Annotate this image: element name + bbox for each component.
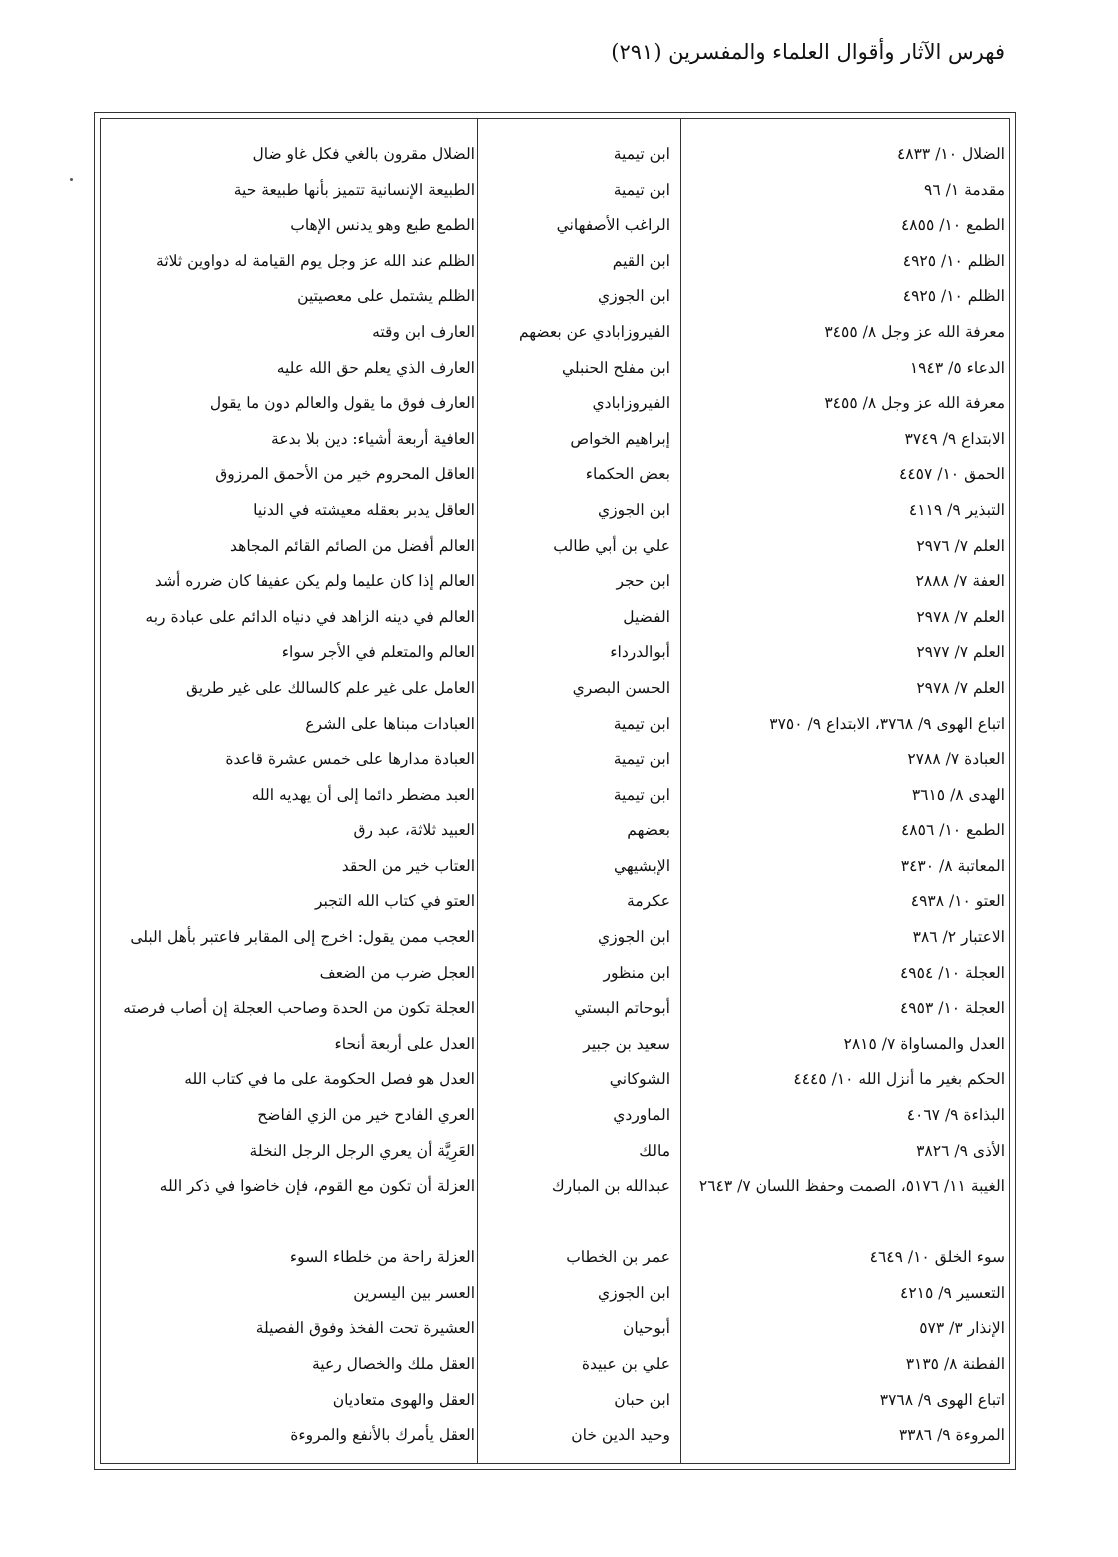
row-reference: التعسير ٩/ ٤٢١٥: [900, 1283, 1005, 1302]
row-text: العري الفادح خير من الزي الفاضح: [257, 1106, 475, 1125]
table-row: [95, 173, 1015, 209]
row-reference: الحمق ١٠/ ٤٤٥٧: [899, 465, 1005, 484]
table-row: [95, 1098, 1015, 1134]
row-reference: الظلم ١٠/ ٤٩٢٥: [902, 287, 1005, 306]
row-text: العافية أربعة أشياء: دين بلا بدعة: [271, 429, 475, 448]
table-row: [95, 422, 1015, 458]
row-author: الحسن البصري: [572, 678, 670, 697]
row-reference: الحكم بغير ما أنزل الله ١٠/ ٤٤٤٥: [793, 1070, 1005, 1089]
table-row: [95, 1240, 1015, 1276]
table-row: [95, 244, 1015, 280]
row-author: ابن القيم: [612, 251, 670, 270]
table-rows: [95, 137, 1015, 1454]
row-reference: العلم ٧/ ٢٩٧٧: [916, 643, 1005, 662]
row-text: العشيرة تحت الفخذ وفوق الفصيلة: [255, 1319, 475, 1338]
row-text: العامل على غير علم كالسالك على غير طريق: [185, 678, 475, 697]
row-author: الشوكاني: [609, 1070, 670, 1089]
table-row: [95, 493, 1015, 529]
row-text: الطبيعة الإنسانية تتميز بأنها طبيعة حية: [233, 180, 475, 199]
row-text: العالم في دينه الزاهد في دنياه الدائم على عبادة ربه: [145, 607, 475, 626]
row-reference: الأذى ٩/ ٣٨٢٦: [916, 1141, 1005, 1160]
table-row: [95, 315, 1015, 351]
table-row: [95, 1276, 1015, 1312]
page-header: فهرس الآثار وأقوال العلماء والمفسرين (٢٩١): [611, 40, 1005, 64]
table-row: [95, 279, 1015, 315]
table-row: [95, 529, 1015, 565]
row-author: ابن تيمية: [613, 180, 670, 199]
row-reference: العلم ٧/ ٢٩٧٨: [916, 678, 1005, 697]
row-author: الفيروزابادي: [592, 394, 670, 413]
row-author: إبراهيم الخواص: [570, 429, 670, 448]
row-author: الإبشيهي: [613, 856, 670, 875]
row-text: العالم والمتعلم في الأجر سواء: [281, 643, 475, 662]
table-row: [95, 742, 1015, 778]
row-reference: العجلة ١٠/ ٤٩٥٣: [899, 999, 1005, 1018]
row-author: ابن مفلح الحنبلي: [562, 358, 670, 377]
row-text: العتو في كتاب الله التجبر: [314, 892, 475, 911]
table-row: [95, 564, 1015, 600]
table-row: [95, 884, 1015, 920]
row-reference: العلم ٧/ ٢٩٧٨: [916, 607, 1005, 626]
table-row: [95, 1311, 1015, 1347]
row-text: العبادة مدارها على خمس عشرة قاعدة: [225, 750, 475, 769]
row-reference: الفطنة ٨/ ٣١٣٥: [905, 1355, 1005, 1373]
row-author: وحيد الدين خان: [571, 1426, 670, 1445]
row-text: العقل والهوى متعاديان: [332, 1390, 475, 1409]
row-reference: معرفة الله عز وجل ٨/ ٣٤٥٥: [824, 322, 1005, 341]
table-row: [95, 707, 1015, 743]
table-row: [95, 1169, 1015, 1240]
row-reference: التبذير ٩/ ٤١١٩: [908, 500, 1005, 519]
row-author: ابن الجوزي: [597, 500, 670, 519]
row-reference: الابتداع ٩/ ٣٧٤٩: [904, 429, 1005, 448]
row-reference: مقدمة ١/ ٩٦: [924, 180, 1005, 199]
row-reference: الغيبة ١١/ ٥١٧٦، الصمت وحفظ اللسان ٧/ ٢٦٤٣: [698, 1177, 1005, 1196]
row-reference: المروءة ٩/ ٣٣٨٦: [898, 1426, 1005, 1445]
stray-mark: [70, 178, 73, 181]
table-row: [95, 849, 1015, 885]
row-author: ابن تيمية: [613, 750, 670, 769]
table-row: [95, 137, 1015, 173]
row-author: ابن الجوزي: [597, 1283, 670, 1302]
table-row: [95, 635, 1015, 671]
row-text: العبيد ثلاثة، عبد رق: [353, 821, 475, 840]
row-author: عمر بن الخطاب: [566, 1248, 670, 1267]
row-text: الظلم عند الله عز وجل يوم القيامة له دواوين ثلاثة: [156, 251, 475, 270]
table-row: [95, 600, 1015, 636]
table-row: [95, 1347, 1015, 1383]
row-author: أبوالدرداء: [610, 643, 670, 662]
row-reference: العفة ٧/ ٢٨٨٨: [915, 572, 1005, 591]
row-author: ابن منظور: [603, 963, 670, 982]
row-author: ابن تيمية: [613, 785, 670, 804]
row-text: العسر بين اليسرين: [353, 1283, 475, 1302]
row-reference: الظلم ١٠/ ٤٩٢٥: [902, 251, 1005, 270]
row-author: أبوحيان: [623, 1319, 670, 1338]
row-text: العقل يأمرك بالأنفع والمروءة: [290, 1426, 475, 1445]
row-reference: الطمع ١٠/ ٤٨٥٥: [900, 216, 1005, 235]
row-text: الظلم يشتمل على معصيتين: [297, 287, 475, 306]
row-author: ابن الجوزي: [597, 928, 670, 947]
table-row: [95, 1062, 1015, 1098]
row-author: الراغب الأصفهاني: [556, 216, 670, 235]
row-reference: سوء الخلق ١٠/ ٤٦٤٩: [869, 1248, 1005, 1267]
row-reference: معرفة الله عز وجل ٨/ ٣٤٥٥: [824, 394, 1005, 413]
row-reference: الضلال ١٠/ ٤٨٣٣: [896, 145, 1005, 163]
row-author: ابن حبان: [614, 1390, 670, 1409]
table-row: [95, 351, 1015, 387]
row-text: العجب ممن يقول: اخرج إلى المقابر فاعتبر بأهل البلى: [130, 928, 475, 947]
row-text: العبد مضطر دائما إلى أن يهديه الله: [251, 785, 475, 804]
row-text: العارف ابن وقته: [372, 322, 475, 341]
row-text: العدل هو فصل الحكومة على ما في كتاب الله: [184, 1070, 475, 1089]
table-row: [95, 778, 1015, 814]
table-row: [95, 956, 1015, 992]
table-row: [95, 1027, 1015, 1063]
row-text: العالم إذا كان عليما ولم يكن عفيفا كان ضرره أشد: [154, 572, 475, 591]
row-reference: الطمع ١٠/ ٤٨٥٦: [900, 821, 1005, 840]
table-row: [95, 1418, 1015, 1454]
row-text: الضلال مقرون بالغي فكل غاو ضال: [252, 145, 475, 163]
row-author: بعضهم: [627, 821, 670, 840]
row-author: بعض الحكماء: [585, 465, 670, 484]
row-reference: العبادة ٧/ ٢٧٨٨: [907, 750, 1005, 769]
index-table: [94, 112, 1016, 1470]
table-row: [95, 991, 1015, 1027]
row-reference: الدعاء ٥/ ١٩٤٣: [909, 358, 1005, 377]
row-reference: العدل والمساواة ٧/ ٢٨١٥: [843, 1034, 1005, 1053]
table-row: [95, 920, 1015, 956]
row-text: العَرِيَّة أن يعري الرجل الرجل النخلة: [249, 1141, 475, 1160]
row-reference: الإنذار ٣/ ٥٧٣: [919, 1319, 1005, 1338]
table-row: [95, 1383, 1015, 1419]
row-author: الفضيل: [623, 607, 670, 626]
row-author: مالك: [639, 1141, 670, 1160]
row-text: العزلة راحة من خلطاء السوء: [289, 1248, 475, 1267]
row-text: العارف الذي يعلم حق الله عليه: [276, 358, 475, 377]
row-text: العارف فوق ما يقول والعالم دون ما يقول: [209, 394, 475, 413]
row-reference: المعاتبة ٨/ ٣٤٣٠: [900, 856, 1005, 875]
row-author: أبوحاتم البستي: [574, 999, 670, 1018]
row-text: العقل ملك والخصال رعية: [311, 1355, 475, 1373]
table-row: [95, 813, 1015, 849]
row-reference: الاعتبار ٢/ ٣٨٦: [912, 928, 1005, 947]
row-reference: اتباع الهوى ٩/ ٣٧٦٨، الابتداع ٩/ ٣٧٥٠: [769, 714, 1005, 733]
table-row: [95, 386, 1015, 422]
table-row: [95, 457, 1015, 493]
row-author: ابن تيمية: [613, 714, 670, 733]
row-author: سعيد بن جبير: [583, 1034, 670, 1053]
row-author: الفيروزابادي عن بعضهم: [518, 322, 670, 341]
row-text: العجل ضرب من الضعف: [319, 963, 475, 982]
row-reference: الهدى ٨/ ٣٦١٥: [911, 785, 1005, 804]
row-text: العالم أفضل من الصائم القائم المجاهد: [230, 536, 475, 555]
row-text: العاقل يدبر بعقله معيشته في الدنيا: [253, 500, 475, 519]
row-text: العزلة أن تكون مع القوم، فإن خاضوا في ذكر الله: [159, 1177, 475, 1196]
row-author: ابن تيمية: [613, 145, 670, 163]
row-text: العجلة تكون من الحدة وصاحب العجلة إن أصاب فرصته: [123, 999, 475, 1018]
row-reference: العجلة ١٠/ ٤٩٥٤: [899, 963, 1005, 982]
table-row: [95, 208, 1015, 244]
row-reference: اتباع الهوى ٩/ ٣٧٦٨: [879, 1390, 1005, 1409]
table-row: [95, 1134, 1015, 1170]
row-reference: البذاءة ٩/ ٤٠٦٧: [906, 1106, 1005, 1125]
row-author: علي بن عبيدة: [581, 1355, 670, 1373]
row-author: الماوردي: [613, 1106, 670, 1125]
row-text: العدل على أربعة أنحاء: [334, 1034, 475, 1053]
row-author: عكرمة: [627, 892, 670, 911]
row-reference: العتو ١٠/ ٤٩٣٨: [910, 892, 1005, 911]
row-reference: العلم ٧/ ٢٩٧٦: [916, 536, 1005, 555]
row-author: علي بن أبي طالب: [553, 536, 670, 555]
row-author: ابن حجر: [616, 572, 670, 591]
row-author: عبدالله بن المبارك: [551, 1177, 670, 1196]
row-text: العاقل المحروم خير من الأحمق المرزوق: [215, 465, 475, 484]
table-row: [95, 671, 1015, 707]
row-text: العبادات مبناها على الشرع: [305, 714, 475, 733]
row-text: الطمع طبع وهو يدنس الإهاب: [290, 216, 475, 235]
row-text: العتاب خير من الحقد: [341, 856, 475, 875]
row-author: ابن الجوزي: [597, 287, 670, 306]
